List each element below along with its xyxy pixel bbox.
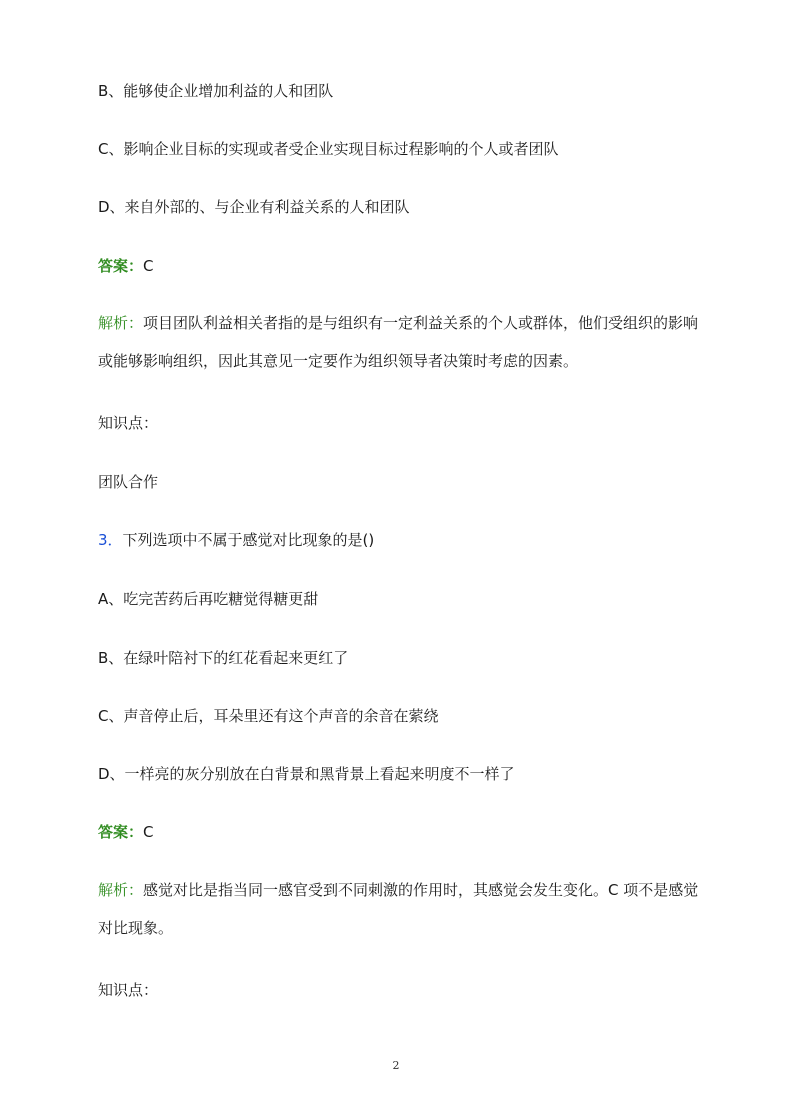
q2-analysis [98, 304, 708, 380]
q3-answer [98, 822, 708, 842]
q3-analysis [98, 871, 708, 947]
q2-option-d: D、来自外部的、与企业有利益关系的人和团队 [98, 198, 410, 216]
q3-number: 3． [98, 531, 123, 549]
q2-option-c: C、影响企业目标的实现或者受企业实现目标过程影响的个人或者团队 [98, 140, 559, 158]
q2-analysis-label: 解析： [98, 314, 144, 332]
q2-knowledge-value: 团队合作 [98, 473, 159, 491]
q3-option-a: A、吃完苦药后再吃糖觉得糖更甜 [98, 590, 319, 608]
q3-option-c: C、声音停止后，耳朵里还有这个声音的余音在萦绕 [98, 707, 439, 725]
q3-analysis-label: 解析： [98, 881, 144, 899]
q2-analysis-text: 项目团队利益相关者指的是与组织有一定利益关系的个人或群体，他们受组织的影响或能够影响组织，因此其意见一定要作为组织领导者决策时考虑的因素。 [98, 314, 699, 370]
page-number: 2 [392, 1059, 400, 1072]
q3-answer-value: C [143, 823, 154, 841]
q3-option-d: D、一样亮的灰分别放在白背景和黑背景上看起来明度不一样了 [98, 765, 515, 783]
q2-answer-value: C [143, 257, 154, 275]
q3-question-text: 下列选项中不属于感觉对比现象的是() [122, 531, 375, 549]
q3-option-b: B、在绿叶陪衬下的红花看起来更红了 [98, 649, 349, 667]
q3-analysis-text: 感觉对比是指当同一感官受到不同刺激的作用时，其感觉会发生变化。C 项不是感觉对比现象。 [98, 881, 699, 937]
q3-question [98, 530, 708, 550]
q2-answer-label: 答案： [98, 257, 144, 275]
q2-knowledge-label: 知识点： [98, 414, 159, 432]
q3-knowledge-label: 知识点： [98, 981, 159, 999]
q2-option-b: B、能够使企业增加利益的人和团队 [98, 82, 334, 100]
q3-answer-label: 答案： [98, 823, 144, 841]
q2-answer [98, 256, 708, 276]
